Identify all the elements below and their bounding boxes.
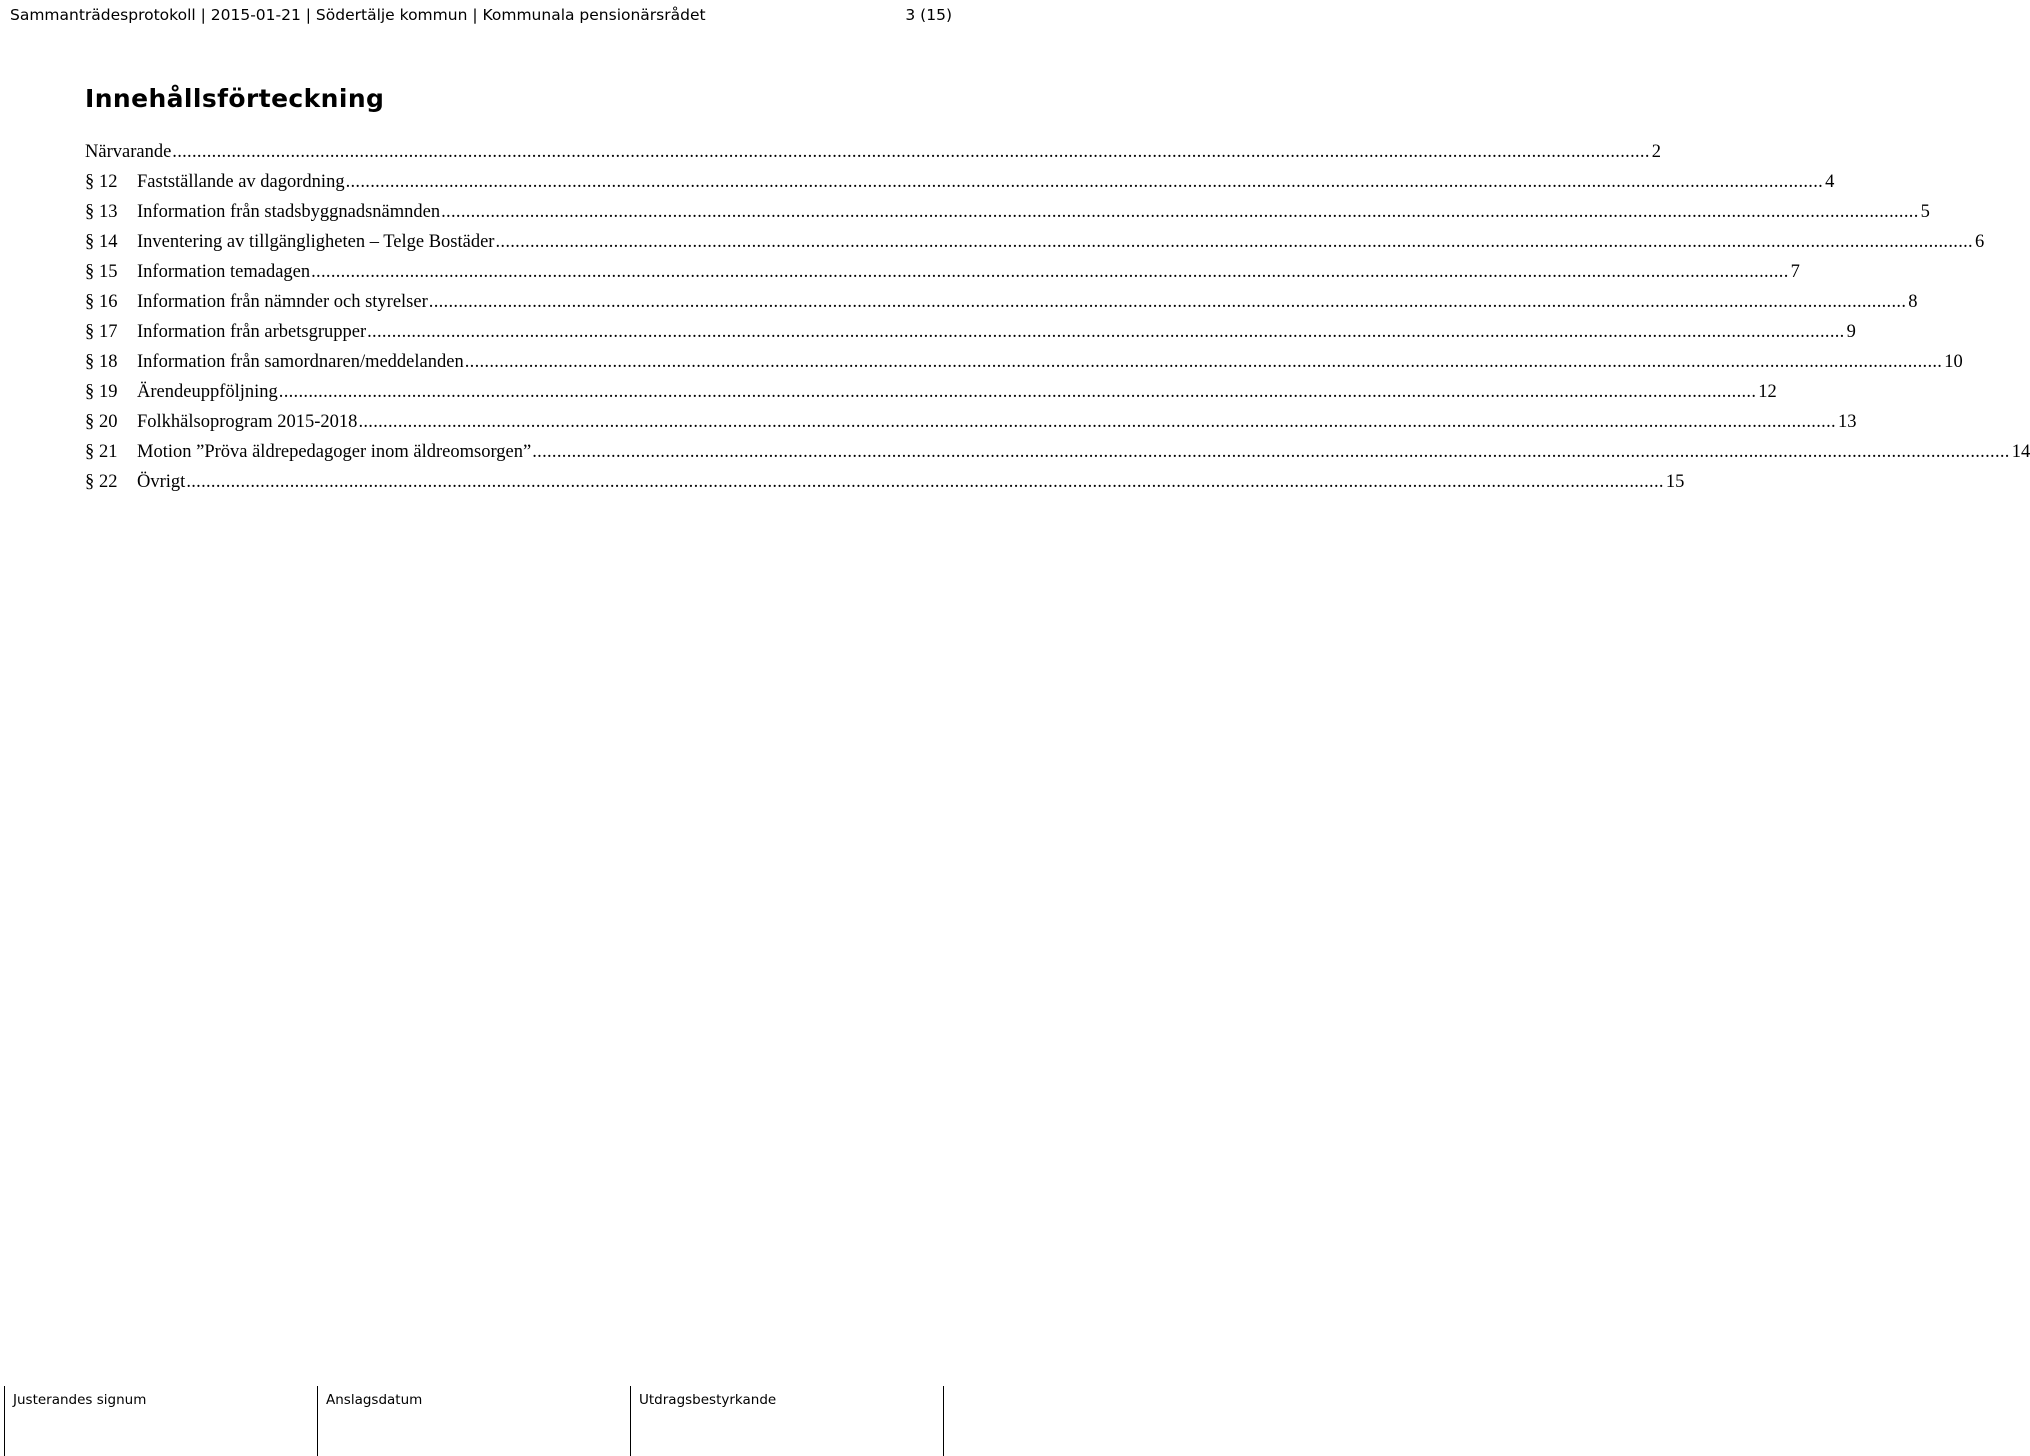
toc-entry[interactable] [85,287,1918,317]
toc-entry-label: Närvarande [85,142,172,162]
toc-entry-page: 6 [1974,232,1985,252]
header-page-number: 3 (15) [905,6,952,24]
section-sign: § [85,472,95,492]
toc-leader-dots: ............................................................................................................................................................................................................................................................................................................ [532,442,2010,462]
toc-entry[interactable] [85,347,1963,377]
toc-entry-number: 21 [99,442,118,462]
toc-entry-page: 4 [1825,172,1835,192]
toc-entry-label: Information från nämnder och styrelser [137,292,428,312]
footer-signature-box [4,1386,317,1456]
toc-entry-page: 10 [1944,352,1963,372]
section-sign: § [85,172,95,192]
toc-entry[interactable] [85,197,1930,227]
toc-entry-label: Folkhälsoprogram 2015-2018 [137,412,358,432]
toc-entry-number: 19 [99,382,118,402]
toc-entry-page: 5 [1920,202,1930,222]
toc-leader-dots: ............................................................................................................................................................................................................................................................................................................ [464,352,1943,372]
header-document-info: Sammanträdesprotokoll | 2015-01-21 | Södertälje kommun | Kommunala pensionärsrådet [10,6,706,24]
toc-entry-label: Information från samordnaren/meddelanden [137,352,464,372]
footer-label: Utdragsbestyrkande [639,1392,777,1408]
toc-entry-number: 15 [99,262,118,282]
toc-entry[interactable] [85,167,1835,197]
toc-leader-dots: ............................................................................................................................................................................................................................................................................................................ [186,472,1664,492]
toc-entry-page: 15 [1665,472,1685,492]
toc-entry[interactable] [85,407,1857,437]
toc-entry-page: 9 [1846,322,1856,342]
section-sign: § [85,382,95,402]
toc-entry-number: 13 [99,202,118,222]
section-sign: § [85,412,95,432]
toc-entry-label: Inventering av tillgängligheten – Telge Bostäder [137,232,495,252]
section-sign: § [85,292,95,312]
toc-entry-label: Ärendeuppföljning [137,382,278,402]
toc-entry-label: Information från arbetsgrupper [137,322,367,342]
toc-entry-label: Information temadagen [137,262,311,282]
toc-entry[interactable] [85,317,1856,347]
toc-entry-label: Fastställande av dagordning [137,172,345,192]
toc-entry-page: 7 [1790,262,1800,282]
toc-leader-dots: ............................................................................................................................................................................................................................................................................................................ [172,142,1650,162]
toc-entry-number: 14 [99,232,118,252]
toc-entry-number: 18 [99,352,118,372]
toc-entry-number: 22 [99,472,118,492]
section-sign: § [85,442,95,462]
toc-title: Innehållsförteckning [85,84,385,113]
section-sign: § [85,232,95,252]
footer-posting-date-box [317,1386,630,1456]
toc-leader-dots: ............................................................................................................................................................................................................................................................................................................ [345,172,1824,192]
toc-entry[interactable] [85,227,1985,257]
toc-leader-dots: ............................................................................................................................................................................................................................................................................................................ [441,202,1919,222]
toc-entry-number: 12 [99,172,118,192]
toc-entry-label: Övrigt [137,472,186,492]
toc-entry-page: 12 [1758,382,1777,402]
table-of-contents [85,137,2030,497]
toc-entry-page: 13 [1837,412,1857,432]
toc-entry-number: 17 [99,322,118,342]
page-header [10,3,952,27]
footer-label: Justerandes signum [13,1392,147,1408]
section-sign: § [85,352,95,372]
toc-entry[interactable] [85,437,2030,467]
toc-entry-number: 16 [99,292,118,312]
toc-entry[interactable] [85,257,1800,287]
toc-entry-number: 20 [99,412,118,432]
toc-entry[interactable] [85,137,1662,167]
toc-entry-page: 8 [1908,292,1918,312]
toc-leader-dots: ............................................................................................................................................................................................................................................................................................................ [278,382,1757,402]
section-sign: § [85,262,95,282]
page-footer [4,1386,944,1456]
toc-entry-label: Information från stadsbyggnadsnämnden [137,202,441,222]
toc-leader-dots: ............................................................................................................................................................................................................................................................................................................ [311,262,1789,282]
footer-extract-certification-box [630,1386,944,1456]
toc-entry[interactable] [85,377,1777,407]
section-sign: § [85,202,95,222]
toc-entry-page: 2 [1651,142,1662,162]
toc-leader-dots: ............................................................................................................................................................................................................................................................................................................ [428,292,1907,312]
toc-entry-page: 14 [2011,442,2030,462]
section-sign: § [85,322,95,342]
toc-entry-label: Motion ”Pröva äldrepedagoger inom äldreomsorgen” [137,442,532,462]
footer-label: Anslagsdatum [326,1392,423,1408]
toc-entry[interactable] [85,467,1685,497]
toc-leader-dots: ............................................................................................................................................................................................................................................................................................................ [358,412,1836,432]
toc-leader-dots: ............................................................................................................................................................................................................................................................................................................ [367,322,1845,342]
toc-leader-dots: ............................................................................................................................................................................................................................................................................................................ [495,232,1973,252]
